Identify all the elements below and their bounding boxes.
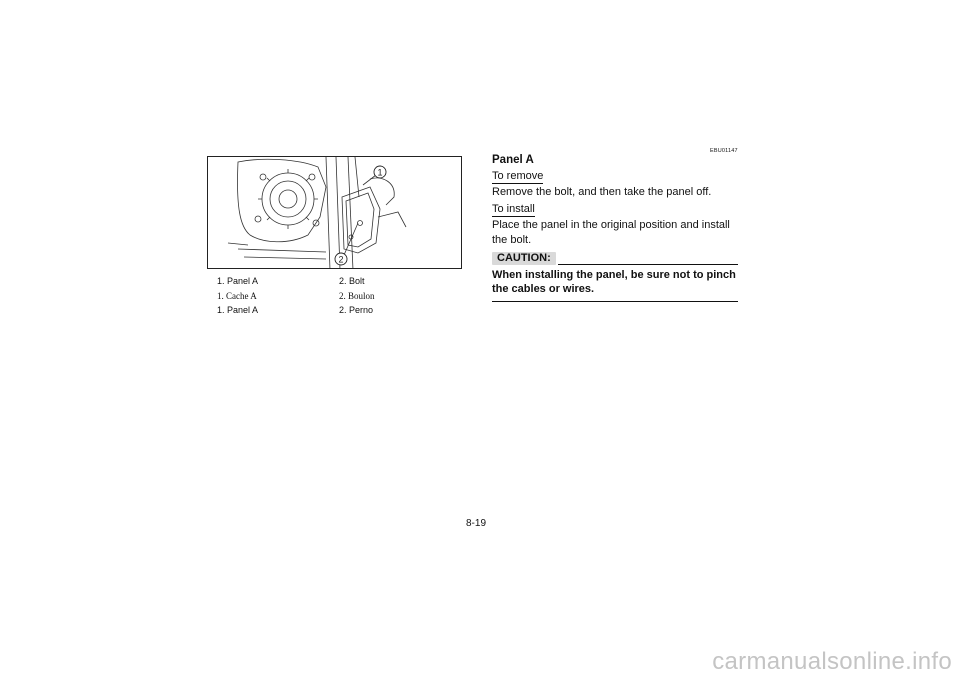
panel-a-drawing bbox=[208, 157, 462, 269]
to-remove-heading: To remove bbox=[492, 170, 544, 182]
caution-bottom-rule bbox=[492, 301, 738, 302]
caution-top-rule bbox=[558, 264, 738, 265]
caption-row-english bbox=[217, 274, 457, 289]
to-install-heading: To install bbox=[492, 203, 535, 215]
panel-a-illustration bbox=[207, 156, 462, 269]
page-number: 8-19 bbox=[466, 518, 487, 529]
callout-2 bbox=[335, 253, 347, 265]
svg-text:2: 2 bbox=[338, 254, 344, 265]
to-install-text: Place the panel in the original position and install the bolt. bbox=[492, 219, 730, 246]
caption-item-2: 2. Bolt bbox=[339, 276, 365, 286]
caption-row-french bbox=[217, 289, 457, 304]
caption-item-2: 2. Perno bbox=[339, 305, 374, 315]
caption-row-spanish bbox=[217, 303, 457, 318]
caution-label: CAUTION: bbox=[492, 252, 556, 265]
svg-text:1: 1 bbox=[377, 167, 383, 178]
caution-text: When installing the panel, be sure not to pinch the cables or wires. bbox=[492, 269, 736, 295]
site-watermark: carmanualsonline.info bbox=[712, 648, 952, 675]
figure-captions bbox=[217, 274, 457, 318]
to-remove-text: Remove the bolt, and then take the panel off. bbox=[492, 186, 712, 198]
callout-1 bbox=[374, 166, 386, 178]
document-code: EBU01147 bbox=[710, 148, 738, 154]
caution-header bbox=[492, 252, 738, 266]
caption-item-1: 1. Cache A bbox=[217, 290, 257, 301]
caption-item-1: 1. Panel A bbox=[217, 305, 259, 315]
caption-item-1: 1. Panel A bbox=[217, 276, 259, 286]
caption-item-2: 2. Boulon bbox=[339, 290, 375, 301]
section-title: Panel A bbox=[492, 154, 534, 166]
